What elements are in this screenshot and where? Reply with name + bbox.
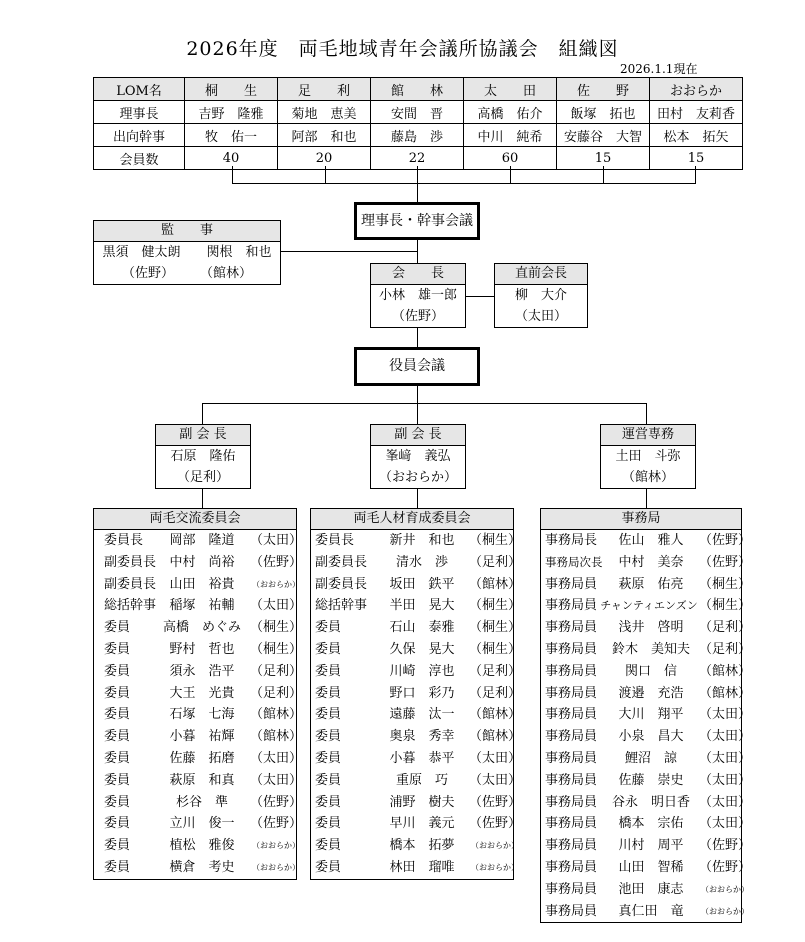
connector-line xyxy=(279,251,417,252)
member-row xyxy=(311,617,522,639)
member-row xyxy=(311,704,522,726)
member-row xyxy=(311,835,519,857)
member-name: 山田 智稀 xyxy=(618,859,684,875)
member-lom: （太田） xyxy=(699,816,752,832)
member-row xyxy=(94,639,303,661)
member-role: 委員 xyxy=(315,838,342,854)
member-role: 事務局員 xyxy=(545,707,598,723)
member-lom: （太田） xyxy=(250,598,303,614)
connector-line xyxy=(646,403,647,424)
member-role: 委員 xyxy=(315,620,342,636)
vice-president-2-box xyxy=(370,424,466,489)
member-role: 委員 xyxy=(315,772,342,788)
connector-line xyxy=(232,183,696,184)
connector-line xyxy=(417,327,418,347)
member-lom: （太田） xyxy=(250,533,303,548)
member-role: 委員 xyxy=(104,859,131,875)
member-role: 委員 xyxy=(104,707,131,723)
committee-development xyxy=(310,508,522,880)
connector-line xyxy=(417,166,418,184)
vice-president-2-name: 峯﨑 義弘 xyxy=(385,449,451,464)
lom-cell: 松本 拓矢 xyxy=(650,124,743,147)
member-role: 事務局員 xyxy=(545,620,598,636)
member-name: 早川 義元 xyxy=(389,816,455,832)
lom-cell: 15 xyxy=(650,147,743,170)
member-role: 委員 xyxy=(315,707,342,723)
lom-cell: 会員数 xyxy=(94,147,185,170)
member-role: 委員 xyxy=(315,816,342,832)
member-lom: （太田） xyxy=(250,750,303,766)
member-lom: （館林） xyxy=(250,729,303,745)
member-row xyxy=(94,813,303,835)
member-row xyxy=(541,595,752,617)
member-row xyxy=(94,704,303,726)
member-lom: （足利） xyxy=(469,663,522,679)
connector-line xyxy=(417,486,418,508)
member-row xyxy=(541,770,752,792)
president-title: 会 長 xyxy=(371,264,465,285)
member-name: 鯉沼 諒 xyxy=(624,750,677,766)
lom-header-cell: 足 利 xyxy=(278,78,371,101)
member-row xyxy=(541,683,752,705)
connector-line xyxy=(325,166,326,184)
member-role: 事務局次長 xyxy=(545,554,603,569)
member-row xyxy=(541,639,752,661)
member-row xyxy=(311,770,522,792)
member-lom: （おおらか） xyxy=(252,862,300,872)
member-name: 奥泉 秀幸 xyxy=(389,729,455,745)
member-role: 委員 xyxy=(315,663,342,679)
member-lom: （桐生） xyxy=(699,576,752,592)
member-name: 佐藤 崇史 xyxy=(618,772,684,788)
committee-title: 事務局 xyxy=(541,509,741,530)
member-lom: （佐野） xyxy=(699,838,752,854)
member-role: 副委員長 xyxy=(315,576,368,592)
committee-title: 両毛交流委員会 xyxy=(94,509,296,530)
member-row xyxy=(541,726,752,748)
member-name: 鈴木 美知夫 xyxy=(611,641,690,657)
member-role: 委員 xyxy=(104,620,131,636)
member-role: 事務局員 xyxy=(545,881,598,897)
member-row xyxy=(541,857,752,879)
member-name: 大川 翔平 xyxy=(618,707,684,723)
member-row xyxy=(94,617,303,639)
lom-row-president xyxy=(94,101,743,124)
past-president-box xyxy=(494,263,588,328)
vice-president-1-name: 石原 隆佑 xyxy=(170,449,236,464)
member-name: 稲塚 祐輔 xyxy=(169,598,235,614)
lom-cell: 牧 佑一 xyxy=(185,124,278,147)
member-role: 委員 xyxy=(315,794,342,810)
member-lom: （太田） xyxy=(699,729,752,745)
auditor-title: 監 事 xyxy=(94,221,280,242)
member-lom: （足利） xyxy=(699,620,752,636)
member-lom: （館林） xyxy=(250,707,303,723)
lom-cell: 菊地 恵美 xyxy=(278,101,371,124)
member-lom: （佐野） xyxy=(469,816,522,832)
secretariat xyxy=(540,508,752,923)
member-name: 小暮 恭平 xyxy=(389,750,455,766)
lom-cell: 藤島 渉 xyxy=(371,124,464,147)
member-role: 委員 xyxy=(315,859,342,875)
member-row xyxy=(311,552,522,574)
member-row xyxy=(311,574,522,596)
member-row xyxy=(541,835,752,857)
vice-president-2-lom: （おおらか） xyxy=(378,470,457,485)
connector-line xyxy=(202,403,203,424)
member-lom: （太田） xyxy=(699,772,752,788)
member-role: 事務局員 xyxy=(545,750,598,766)
member-list xyxy=(541,530,752,922)
member-lom: （おおらか） xyxy=(701,884,749,894)
lom-cell: 60 xyxy=(464,147,557,170)
member-row xyxy=(94,792,303,814)
member-row xyxy=(94,857,300,879)
member-row xyxy=(94,595,303,617)
member-row xyxy=(541,813,752,835)
member-name: 坂田 鉄平 xyxy=(389,576,455,592)
member-role: 事務局長 xyxy=(545,533,598,548)
member-role: 事務局員 xyxy=(545,859,598,875)
member-name: 横倉 考史 xyxy=(169,859,235,875)
member-row xyxy=(94,574,300,596)
member-lom: （佐野） xyxy=(250,554,303,570)
member-name: 山田 裕貴 xyxy=(169,576,235,592)
member-role: 副委員長 xyxy=(315,554,368,570)
member-lom: （足利） xyxy=(250,685,303,701)
member-role: 事務局員 xyxy=(545,794,598,810)
member-lom: （佐野） xyxy=(699,533,752,548)
member-row xyxy=(541,792,752,814)
member-lom: （太田） xyxy=(699,707,752,723)
member-name: 小暮 祐輝 xyxy=(169,729,235,745)
member-name: 真仁田 竜 xyxy=(618,903,684,919)
member-lom: （足利） xyxy=(699,641,752,657)
member-name: 佐山 雅人 xyxy=(618,533,684,548)
member-row xyxy=(311,792,522,814)
member-row xyxy=(311,661,522,683)
member-lom: （おおらか） xyxy=(701,906,749,916)
auditor-names: 黒須 健太朗 関根 和也 xyxy=(102,245,272,260)
member-name: 中村 尚裕 xyxy=(169,554,235,570)
member-lom: （おおらか） xyxy=(471,841,519,851)
member-name: 林田 瑠唯 xyxy=(389,859,455,875)
member-lom: （佐野） xyxy=(699,859,752,875)
member-name: 浅井 啓明 xyxy=(618,620,684,636)
member-row xyxy=(94,835,300,857)
member-row xyxy=(94,661,303,683)
member-row xyxy=(541,901,749,923)
member-lom: （太田） xyxy=(250,772,303,788)
member-name: 川村 周平 xyxy=(618,838,684,854)
connector-line xyxy=(417,183,418,202)
member-role: 事務局員 xyxy=(545,729,598,745)
member-row xyxy=(311,530,522,552)
member-role: 委員 xyxy=(104,838,131,854)
member-role: 総括幹事 xyxy=(315,598,368,614)
member-role: 事務局員 xyxy=(545,685,598,701)
member-row xyxy=(541,704,752,726)
member-name: 野村 哲也 xyxy=(169,641,235,657)
president-lom: （佐野） xyxy=(391,309,444,324)
vice-president-2-title: 副 会 長 xyxy=(371,425,465,446)
officers-meeting-box: 役員会議 xyxy=(354,347,480,386)
member-role: 委員 xyxy=(104,663,131,679)
connector-line xyxy=(465,296,494,297)
past-president-name: 柳 大介 xyxy=(514,288,567,303)
vice-president-1-title: 副 会 長 xyxy=(156,425,250,446)
member-row xyxy=(311,683,522,705)
member-role: 事務局員 xyxy=(545,772,598,788)
member-name: 谷永 明日香 xyxy=(611,794,690,810)
member-lom: （おおらか） xyxy=(471,862,519,872)
member-lom: （おおらか） xyxy=(252,579,300,589)
member-name: 大王 光貴 xyxy=(169,685,235,701)
member-lom: （佐野） xyxy=(469,794,522,810)
connector-line xyxy=(417,386,418,424)
member-role: 副委員長 xyxy=(104,554,157,570)
member-row xyxy=(94,726,303,748)
member-row xyxy=(541,552,752,574)
lom-table xyxy=(93,77,743,170)
member-name: 遠藤 汰一 xyxy=(389,707,455,723)
member-name: 野口 彩乃 xyxy=(389,685,455,701)
member-role: 委員 xyxy=(104,816,131,832)
member-role: 事務局員 xyxy=(545,816,598,832)
member-name: 関口 信 xyxy=(624,663,677,679)
president-name: 小林 雄一郎 xyxy=(378,288,457,303)
member-role: 事務局員 xyxy=(545,663,598,679)
member-lom: （足利） xyxy=(469,685,522,701)
member-lom: （太田） xyxy=(469,750,522,766)
member-role: 委員 xyxy=(104,729,131,745)
member-lom: （太田） xyxy=(469,772,522,788)
member-role: 委員 xyxy=(104,750,131,766)
member-name: 高橋 めぐみ xyxy=(162,620,241,636)
lom-cell: 出向幹事 xyxy=(94,124,185,147)
lom-header-cell: 佐 野 xyxy=(557,78,650,101)
member-role: 委員 xyxy=(104,794,131,810)
member-row xyxy=(541,617,752,639)
member-lom: （太田） xyxy=(699,750,752,766)
lom-cell: 高橋 佑介 xyxy=(464,101,557,124)
member-role: 副委員長 xyxy=(104,576,157,592)
as-of-date: 2026.1.1現在 xyxy=(620,62,698,76)
lom-cell: 安藤谷 大智 xyxy=(557,124,650,147)
member-list xyxy=(94,530,303,879)
lom-header-cell: 太 田 xyxy=(464,78,557,101)
member-lom: （佐野） xyxy=(250,816,303,832)
lom-cell: 阿部 和也 xyxy=(278,124,371,147)
member-name: チャンティエンズン xyxy=(600,599,698,613)
member-row xyxy=(541,661,752,683)
member-lom: （館林） xyxy=(469,729,522,745)
member-role: 委員 xyxy=(315,641,342,657)
lom-cell: 15 xyxy=(557,147,650,170)
member-row xyxy=(541,879,749,901)
member-lom: （館林） xyxy=(699,685,752,701)
member-role: 事務局員 xyxy=(545,641,598,657)
past-president-title: 直前会長 xyxy=(495,264,587,285)
member-name: 渡邉 充浩 xyxy=(618,685,684,701)
committee-exchange xyxy=(93,508,303,880)
lom-cell: 中川 純希 xyxy=(464,124,557,147)
member-name: 清水 渉 xyxy=(395,554,448,570)
member-row xyxy=(94,552,303,574)
member-lom: （佐野） xyxy=(250,794,303,810)
member-row xyxy=(311,748,522,770)
member-name: 池田 康志 xyxy=(618,881,684,897)
member-lom: （桐生） xyxy=(469,620,522,636)
member-name: 立川 俊一 xyxy=(169,816,235,832)
connector-line xyxy=(510,166,511,184)
member-row xyxy=(311,595,522,617)
member-name: 半田 晃大 xyxy=(389,598,455,614)
member-row xyxy=(94,748,303,770)
lom-cell: 田村 友莉香 xyxy=(650,101,743,124)
managing-director-lom: （館林） xyxy=(621,470,674,485)
member-lom: （桐生） xyxy=(250,620,303,636)
president-box xyxy=(370,263,466,328)
member-name: 石塚 七海 xyxy=(169,707,235,723)
member-lom: （桐生） xyxy=(469,533,522,548)
page-title: 2026年度 両毛地域青年会議所協議会 組織図 xyxy=(186,38,619,60)
connector-line xyxy=(646,486,647,508)
vice-president-1-lom: （足利） xyxy=(176,470,229,485)
managing-director-name: 土田 斗弥 xyxy=(615,449,681,464)
committee-title: 両毛人材育成委員会 xyxy=(311,509,513,530)
member-row xyxy=(94,683,303,705)
member-lom: （おおらか） xyxy=(252,841,300,851)
auditor-box xyxy=(93,220,281,285)
member-name: 久保 晃大 xyxy=(389,641,455,657)
member-role: 事務局員 xyxy=(545,576,598,592)
member-role: 委員長 xyxy=(104,533,144,548)
connector-line xyxy=(202,486,203,508)
member-row xyxy=(311,639,522,661)
member-name: 橋本 拓夢 xyxy=(389,838,455,854)
lom-header-cell: おおらか xyxy=(650,78,743,101)
lom-cell: 吉野 隆雅 xyxy=(185,101,278,124)
lom-row-members xyxy=(94,147,743,170)
connector-line xyxy=(695,166,696,184)
member-name: 中村 美奈 xyxy=(618,554,684,570)
connector-line xyxy=(202,403,646,404)
member-lom: （館林） xyxy=(469,707,522,723)
member-name: 佐藤 拓磨 xyxy=(169,750,235,766)
member-row xyxy=(541,530,752,552)
member-lom: （太田） xyxy=(699,794,752,810)
member-name: 浦野 樹夫 xyxy=(389,794,455,810)
member-role: 委員 xyxy=(315,729,342,745)
member-lom: （桐生） xyxy=(469,641,522,657)
member-lom: （桐生） xyxy=(469,598,522,614)
member-role: 委員 xyxy=(104,641,131,657)
member-role: 委員 xyxy=(315,685,342,701)
lom-header-row xyxy=(94,78,743,101)
member-name: 岡部 隆道 xyxy=(169,533,235,548)
member-name: 重原 巧 xyxy=(395,772,448,788)
member-name: 杉谷 準 xyxy=(175,794,228,810)
member-lom: （足利） xyxy=(250,663,303,679)
member-name: 川崎 淳也 xyxy=(389,663,455,679)
board-meeting-box: 理事長・幹事会議 xyxy=(354,202,480,240)
member-lom: （足利） xyxy=(469,554,522,570)
lom-header-cell: LOM名 xyxy=(94,78,185,101)
lom-cell: 安間 晋 xyxy=(371,101,464,124)
lom-cell: 飯塚 拓也 xyxy=(557,101,650,124)
lom-cell: 40 xyxy=(185,147,278,170)
vice-president-1-box xyxy=(155,424,251,489)
member-name: 植松 雅俊 xyxy=(169,838,235,854)
member-name: 萩原 佑亮 xyxy=(618,576,684,592)
lom-header-cell: 館 林 xyxy=(371,78,464,101)
lom-row-secretary xyxy=(94,124,743,147)
managing-director-title: 運営専務 xyxy=(601,425,695,446)
member-name: 須永 浩平 xyxy=(169,663,235,679)
member-row xyxy=(311,813,522,835)
member-role: 委員 xyxy=(104,685,131,701)
connector-line xyxy=(417,240,418,264)
member-role: 事務局員 xyxy=(545,838,598,854)
member-list xyxy=(311,530,522,879)
managing-director-box xyxy=(600,424,696,489)
member-row xyxy=(94,530,303,552)
member-lom: （館林） xyxy=(699,663,752,679)
member-row xyxy=(541,748,752,770)
auditor-lom: （佐野） （館林） xyxy=(121,266,252,281)
member-role: 事務局員 xyxy=(545,598,598,614)
lom-cell: 22 xyxy=(371,147,464,170)
member-role: 委員長 xyxy=(315,533,355,548)
member-lom: （桐生） xyxy=(699,598,752,614)
lom-header-cell: 桐 生 xyxy=(185,78,278,101)
connector-line xyxy=(232,166,233,184)
member-row xyxy=(311,726,522,748)
connector-line xyxy=(603,166,604,184)
member-row xyxy=(541,574,752,596)
member-lom: （桐生） xyxy=(250,641,303,657)
member-name: 新井 和也 xyxy=(389,533,455,548)
member-lom: （佐野） xyxy=(699,554,752,570)
lom-cell: 理事長 xyxy=(94,101,185,124)
member-row xyxy=(311,857,519,879)
member-lom: （館林） xyxy=(469,576,522,592)
member-role: 総括幹事 xyxy=(104,598,157,614)
past-president-lom: （太田） xyxy=(514,309,567,324)
member-name: 石山 泰雅 xyxy=(389,620,455,636)
lom-cell: 20 xyxy=(278,147,371,170)
member-role: 委員 xyxy=(104,772,131,788)
member-role: 事務局員 xyxy=(545,903,598,919)
member-name: 橋本 宗佑 xyxy=(618,816,684,832)
member-name: 小泉 昌大 xyxy=(618,729,684,745)
member-row xyxy=(94,770,303,792)
member-name: 萩原 和真 xyxy=(169,772,235,788)
member-role: 委員 xyxy=(315,750,342,766)
